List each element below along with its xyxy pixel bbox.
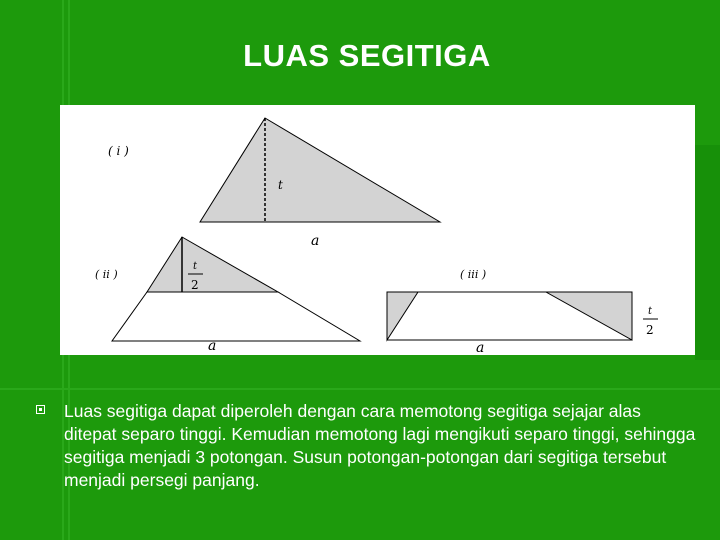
triangle-area-figure [60, 105, 695, 355]
panel-ii-base-label: a [208, 338, 217, 354]
panel-iii-label: ( iii ) [460, 268, 487, 281]
figure-svg [60, 105, 695, 355]
decorative-horizontal-line [0, 388, 720, 390]
triangle-ii-top-piece [147, 237, 278, 292]
panel-iii-frac-num: t [648, 306, 653, 317]
panel-ii-frac-num: t [193, 261, 198, 272]
decorative-block [695, 145, 720, 360]
triangle-i [108, 118, 440, 249]
panel-i-base-label: a [311, 233, 320, 249]
panel-ii-label: ( ii ) [95, 268, 118, 281]
slide-title: LUAS SEGITIGA [243, 38, 491, 73]
rectangle-iii [387, 268, 658, 355]
triangle-ii [95, 237, 360, 354]
panel-iii-base-label: a [476, 340, 485, 355]
panel-iii-frac-den: 2 [646, 323, 654, 337]
triangle-ii-bottom-piece [112, 292, 360, 341]
bullet-text: Luas segitiga dapat diperoleh dengan cara memotong segitiga sejajar alas ditepat separo tinggi. Kemudian memotong lagi mengikuti separo tinggi, sehingga segitiga menjadi 3 potongan. Susun potongan-potongan dari segitiga tersebut menjadi persegi panjang. [64, 401, 696, 490]
square-bullet-icon [36, 405, 45, 414]
panel-i-height-label: t [278, 178, 283, 192]
panel-ii-frac-den: 2 [191, 278, 199, 292]
triangle-i-shape [200, 118, 440, 222]
panel-i-label: ( i ) [108, 144, 129, 158]
